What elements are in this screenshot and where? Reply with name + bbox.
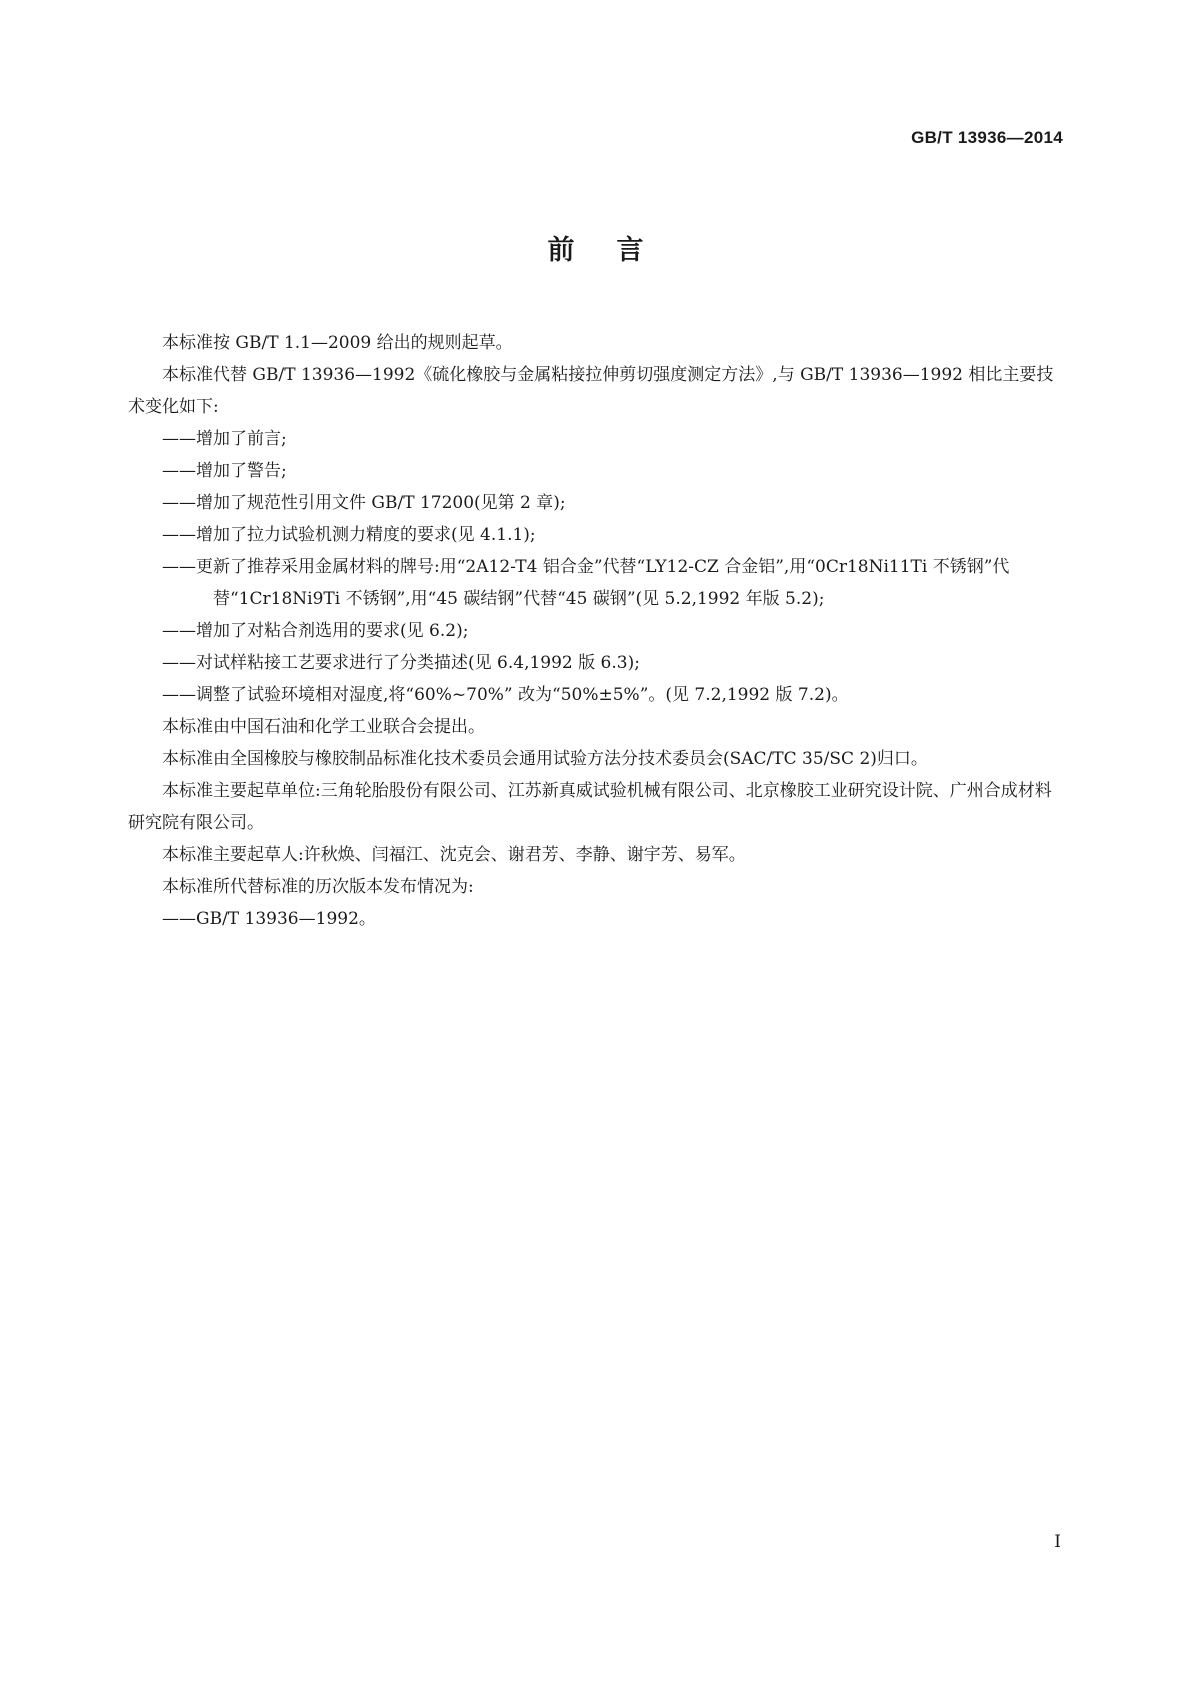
page-title: 前言 — [547, 235, 686, 266]
change-item: ——增加了警告; — [162, 461, 287, 481]
paragraph-drafters: 本标准主要起草人:许秋焕、闫福江、沈克会、谢君芳、李静、谢宇芳、易军。 — [162, 845, 746, 865]
paragraph-committee: 本标准由全国橡胶与橡胶制品标准化技术委员会通用试验方法分技术委员会(SAC/TC 35/SC 2)归口。 — [162, 749, 928, 769]
standard-code: GB/T 13936—2014 — [911, 128, 1063, 147]
paragraph-proposer: 本标准由中国石油和化学工业联合会提出。 — [162, 717, 485, 737]
change-item: ——更新了推荐采用金属材料的牌号:用“2A12-T4 铝合金”代替“LY12-CZ 合金铝”,用“0Cr18Ni11Ti 不锈钢”代替“1Cr18Ni9Ti 不锈钢”,用“45 碳结钢”代替“45 碳钢”(见 5.2,1992 年版 5.2); — [162, 557, 1010, 609]
change-item: ——增加了拉力试验机测力精度的要求(见 4.1.1); — [162, 525, 536, 545]
change-item: ——增加了规范性引用文件 GB/T 17200(见第 2 章); — [162, 493, 566, 513]
page-number: I — [1054, 1532, 1061, 1552]
change-item: ——增加了前言; — [162, 429, 287, 449]
paragraph-replacement: 本标准代替 GB/T 13936—1992《硫化橡胶与金属粘接拉伸剪切强度测定方法》,与 GB/T 13936—1992 相比主要技术变化如下: — [128, 365, 1054, 417]
paragraph-drafting-rules: 本标准按 GB/T 1.1—2009 给出的规则起草。 — [162, 333, 513, 353]
paragraph-drafting-units: 本标准主要起草单位:三角轮胎股份有限公司、江苏新真威试验机械有限公司、北京橡胶工业研究设计院、广州合成材料研究院有限公司。 — [128, 781, 1052, 833]
document-body — [128, 327, 1064, 935]
history-item: ——GB/T 13936—1992。 — [162, 909, 376, 929]
change-item: ——增加了对粘合剂选用的要求(见 6.2); — [162, 621, 469, 641]
paragraph-history-intro: 本标准所代替标准的历次版本发布情况为: — [162, 877, 474, 897]
change-item: ——对试样粘接工艺要求进行了分类描述(见 6.4,1992 版 6.3); — [162, 653, 640, 673]
change-item: ——调整了试验环境相对湿度,将“60%~70%” 改为“50%±5%”。(见 7.2,1992 版 7.2)。 — [162, 685, 849, 705]
